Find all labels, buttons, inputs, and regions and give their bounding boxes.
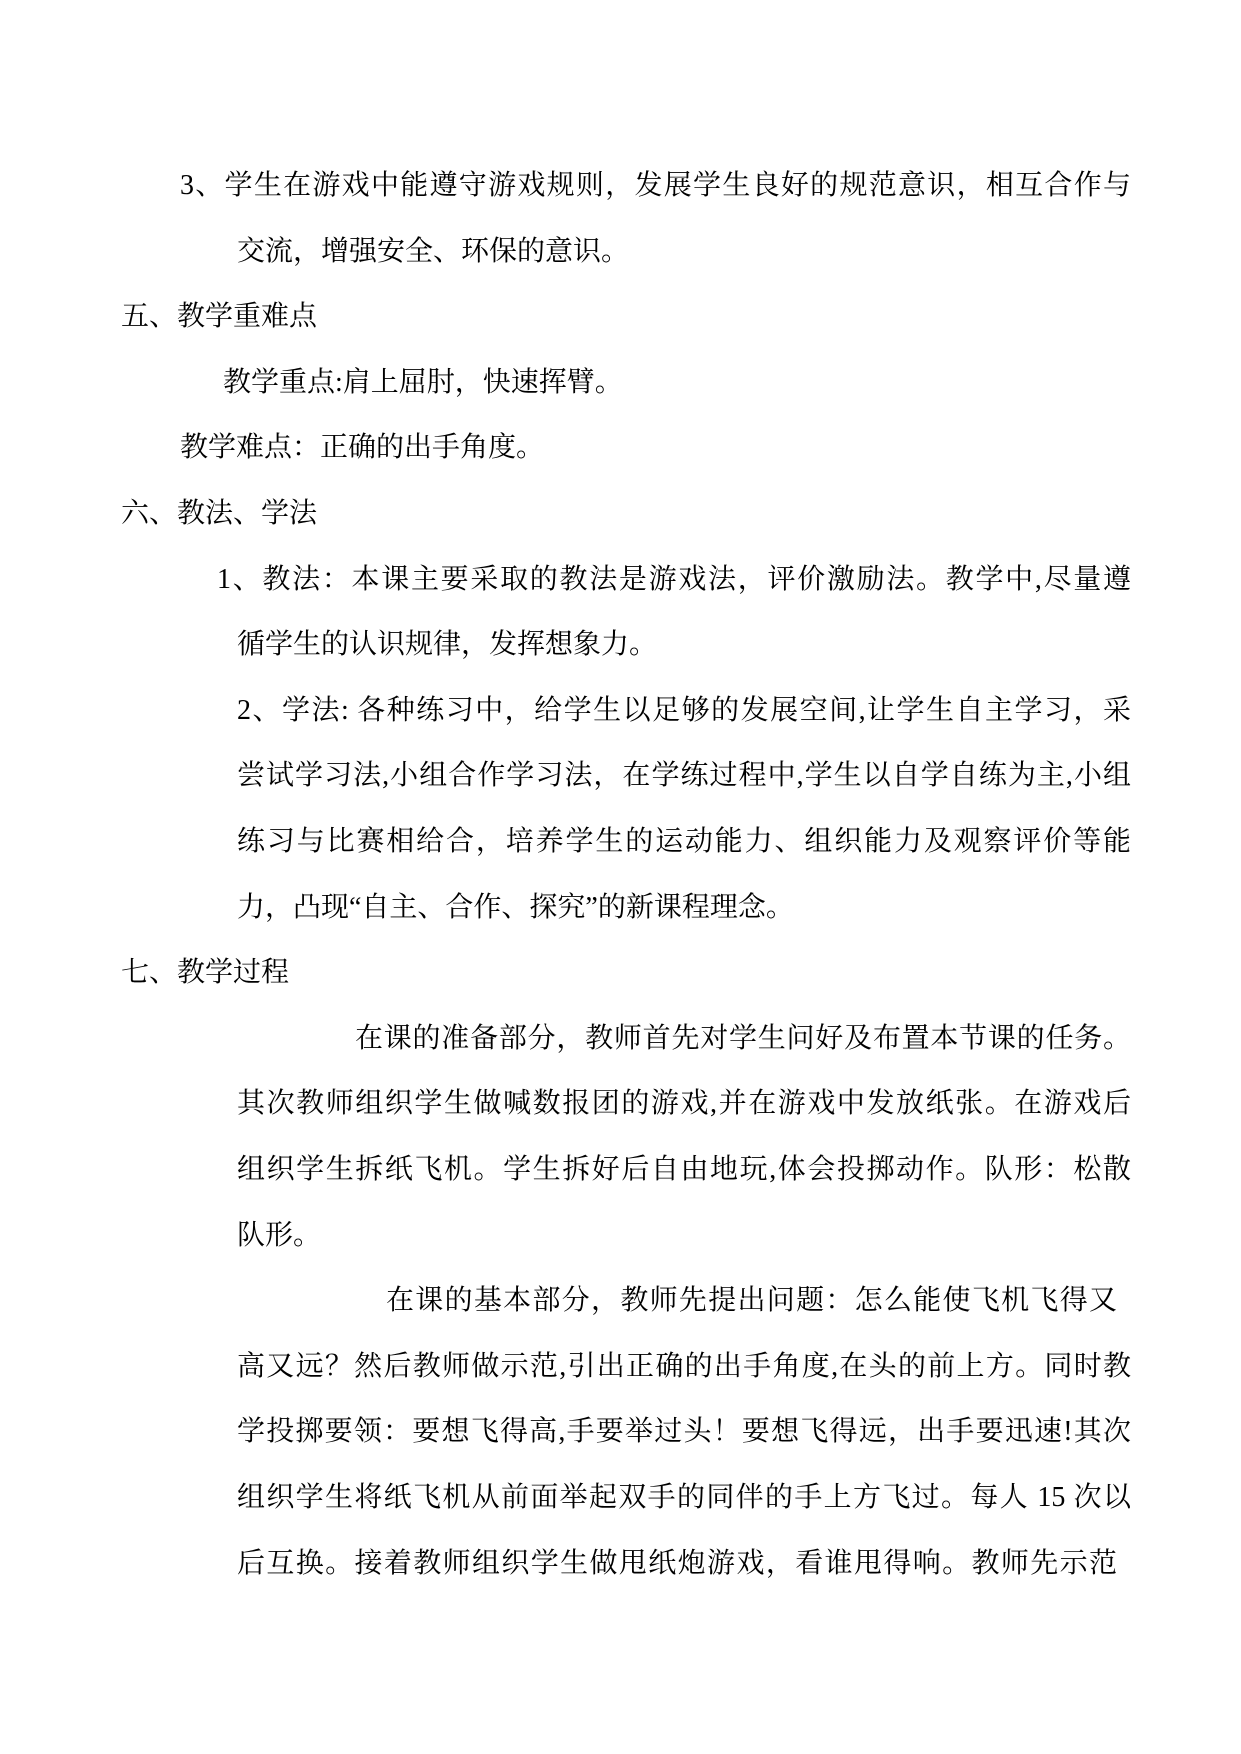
basic-part-line-5: 后互换。接着教师组织学生做甩纸炮游戏，看谁甩得响。教师先示范	[237, 1548, 1117, 1579]
basic-part-line-1: 在课的基本部分，教师先提出问题：怎么能使飞机飞得又	[386, 1285, 1117, 1316]
section-5-heading: 五、教学重难点	[121, 301, 318, 332]
preparation-part-line-1: 在课的准备部分，教师首先对学生问好及布置本节课的任务。	[355, 1023, 1131, 1054]
preparation-part-line-4: 队形。	[237, 1220, 322, 1251]
objective-3-line-2: 交流，增强安全、环保的意识。	[237, 236, 630, 267]
key-point-text: 教学重点:肩上屈肘，快速挥臂。	[223, 367, 623, 398]
basic-part-line-2: 高又远？然后教师做示范,引出正确的出手角度,在头的前上方。同时教	[237, 1351, 1131, 1382]
section-7-heading: 七、教学过程	[121, 957, 290, 988]
basic-part-line-4: 组织学生将纸飞机从前面举起双手的同伴的手上方飞过。每人 15 次以	[237, 1482, 1131, 1513]
learning-method-line-3: 练习与比赛相给合，培养学生的运动能力、组织能力及观察评价等能	[237, 826, 1131, 857]
basic-part-line-3: 学投掷要领：要想飞得高,手要举过头！要想飞得远，出手要迅速!其次	[237, 1416, 1131, 1447]
preparation-part-line-3: 组织学生拆纸飞机。学生拆好后自由地玩,体会投掷动作。队形：松散	[237, 1154, 1131, 1185]
learning-method-line-2: 尝试学习法,小组合作学习法，在学练过程中,学生以自学自练为主,小组	[237, 760, 1131, 791]
difficult-point-text: 教学难点：正确的出手角度。	[180, 432, 545, 463]
section-6-heading: 六、教法、学法	[121, 498, 318, 529]
teaching-method-line-1: 1、教法：本课主要采取的教法是游戏法，评价激励法。教学中,尽量遵	[217, 564, 1131, 595]
preparation-part-line-2: 其次教师组织学生做喊数报团的游戏,并在游戏中发放纸张。在游戏后	[237, 1088, 1131, 1119]
learning-method-line-4: 力，凸现“自主、合作、探究”的新课程理念。	[237, 892, 794, 923]
teaching-method-line-2: 循学生的认识规律，发挥想象力。	[237, 629, 658, 660]
objective-3-line-1: 3、学生在游戏中能遵守游戏规则，发展学生良好的规范意识，相互合作与	[180, 170, 1131, 201]
learning-method-line-1: 2、学法: 各种练习中，给学生以足够的发展空间,让学生自主学习，采	[237, 695, 1131, 726]
